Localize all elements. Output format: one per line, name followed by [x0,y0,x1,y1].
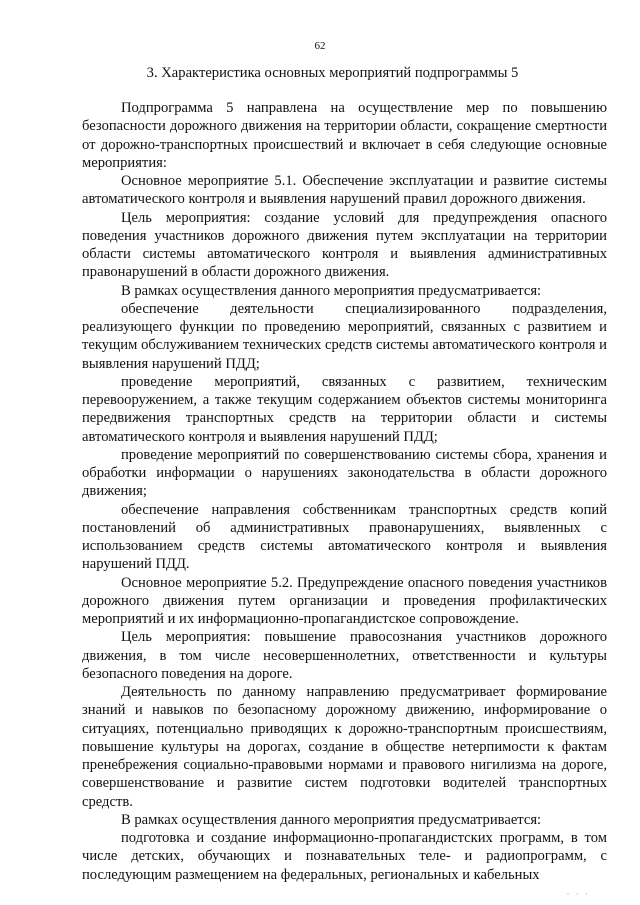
paragraph: подготовка и создание информационно-пропагандистских программ, в том числе детских, обучающих и познавательных теле- и радиопрограмм, с последующим размещением на федеральных, региональных и кабельных [82,830,607,883]
section-heading: 3. Характеристика основных мероприятий подпрограммы 5 [146,65,519,81]
paragraph: Деятельность по данному направлению предусматривает формирование знаний и навыков по безопасному дорожному движению, информирование о ситуациях, потенциально приводящих к дорожно-транспортным происшествиям, повышение культуры на дорогах, создание в обществе нетерпимости к фактам пренебрежения социально-правовыми нормами и правового нигилизма на дороге, совершенствование и развитие систем подготовки водителей транспортных средств. [82,684,607,810]
paragraph: Подпрограмма 5 направлена на осуществление мер по повышению безопасности дорожного движения на территории области, сокращение смертности от дорожно-транспортных происшествий и включает в себя следующие основные мероприятия: [82,100,607,171]
paragraph: В рамках осуществления данного мероприятия предусматривается: [121,282,542,299]
paragraph: В рамках осуществления данного мероприятия предусматривается: [121,811,542,828]
paragraph: Основное мероприятие 5.2. Предупреждение опасного поведения участников дорожного движения путем организации и проведения профилактических мероприятий и их информационно-пропагандистское сопровождение. [82,574,607,627]
paragraph: Цель мероприятия: создание условий для предупреждения опасного поведения участников дорожного движения путем эксплуатации на территории области системы автоматического контроля и выявления административных правонарушений в области дорожного движения. [82,209,607,281]
paragraph: обеспечение деятельности специализированного подразделения, реализующего функции по проведению мероприятий, связанных с развитием и текущим обслуживанием технических средств системы автоматического контроля и выявления нарушений ПДД; [82,300,607,372]
paragraph: проведение мероприятий по совершенствованию системы сбора, хранения и обработки информации о нарушениях законодательства в области дорожного движения; [82,446,607,500]
paragraph: проведение мероприятий, связанных с развитием, техническим перевооружением, а также текущим содержанием объектов системы мониторинга передвижения транспортных средств на территории области и системы автоматического контроля и выявления нарушений ПДД; [82,373,607,445]
paragraph: Основное мероприятие 5.1. Обеспечение эксплуатации и развитие системы автоматического контроля и выявления нарушений правил дорожного движения. [82,173,607,208]
document-body [82,99,607,884]
scan-artifact: · · · [566,889,590,899]
paragraph: Цель мероприятия: повышение правосознания участников дорожного движения, в том числе несовершеннолетних, ответственности и культуры безопасного поведения на дороге. [82,629,607,682]
paragraph: обеспечение направления собственникам транспортных средств копий постановлений об административных правонарушениях, выявленных с использованием средств системы автоматического контроля и выявления нарушений ПДД. [82,501,607,573]
page-number: 62 [314,40,326,52]
